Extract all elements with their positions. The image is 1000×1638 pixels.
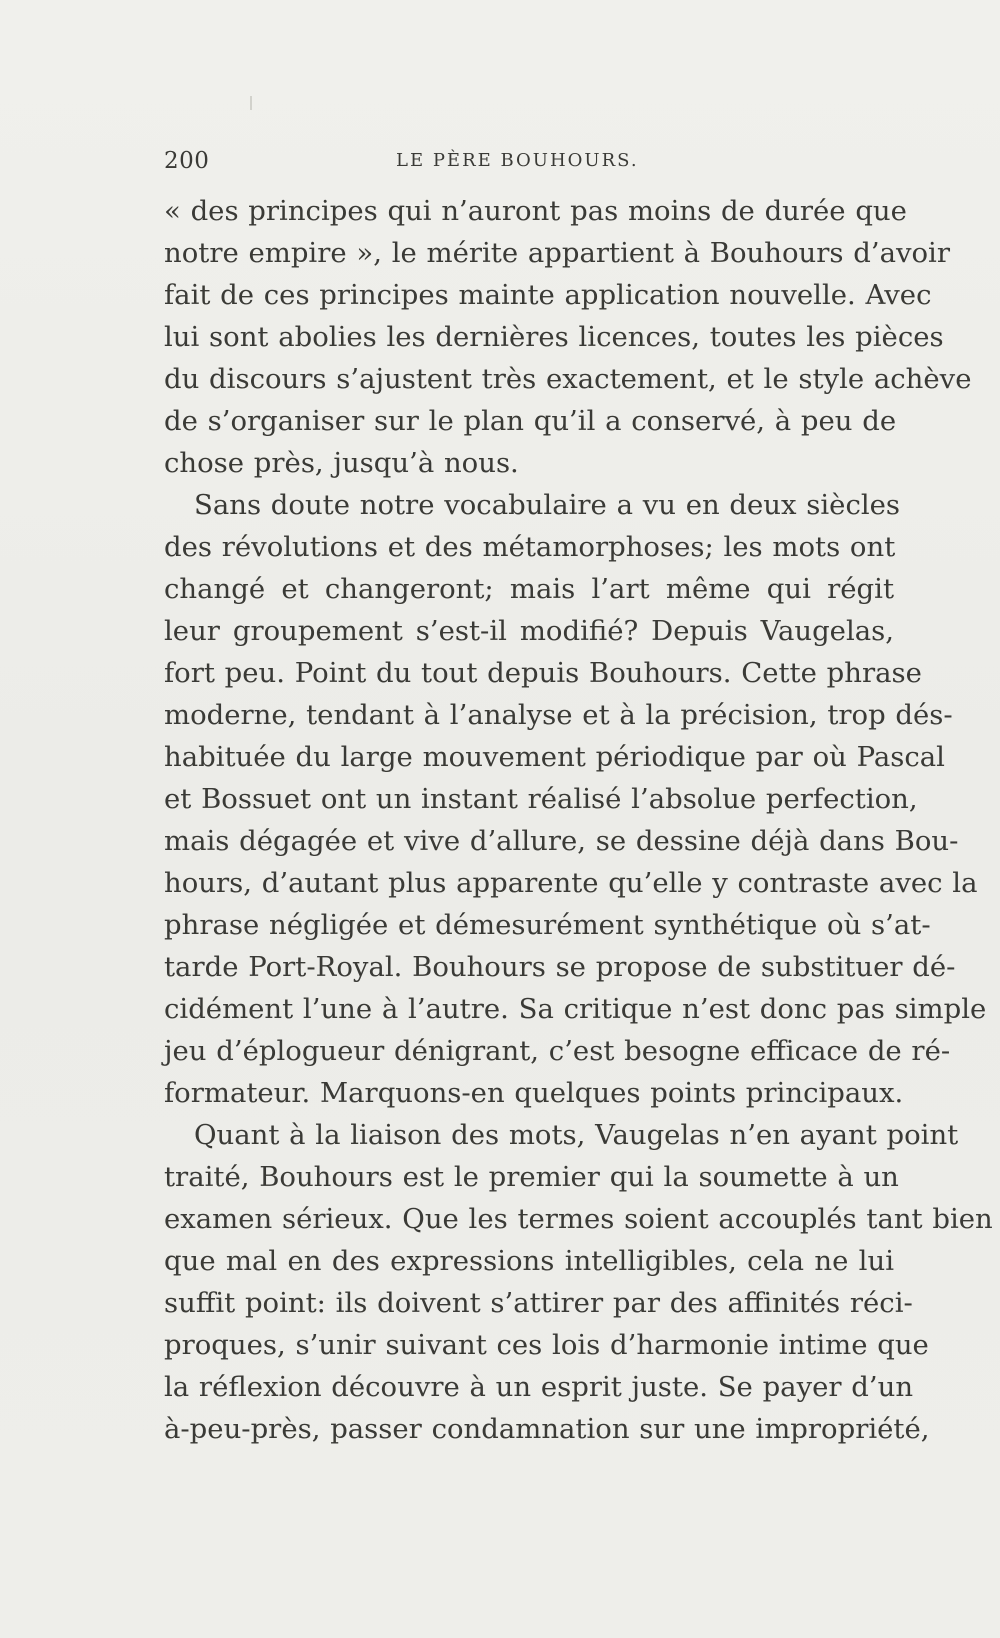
text-line: changé et changeront; mais l’art même qui régit: [164, 573, 894, 605]
text-line: Quant à la liaison des mots, Vaugelas n’en ayant point: [194, 1119, 959, 1151]
text-line: chose près, jusqu’à nous.: [164, 447, 519, 479]
text-line: fort peu. Point du tout depuis Bouhours. Cette phrase: [164, 657, 922, 689]
text-line: traité, Bouhours est le premier qui la soumette à un: [164, 1161, 899, 1193]
text-line: Sans doute notre vocabulaire a vu en deux siècles: [194, 489, 901, 521]
text-line: habituée du large mouvement périodique par où Pascal: [164, 741, 945, 773]
body-text: [164, 190, 993, 1450]
text-line: mais dégagée et vive d’allure, se dessine déjà dans Bou-: [164, 825, 959, 857]
page-header: [164, 148, 662, 182]
text-line: examen sérieux. Que les termes soient accouplés tant bien: [164, 1203, 993, 1235]
running-title: LE PÈRE BOUHOURS.: [396, 150, 639, 171]
text-line: que mal en des expressions intelligibles, cela ne lui: [164, 1245, 894, 1277]
text-line: proques, s’unir suivant ces lois d’harmonie intime que: [164, 1329, 929, 1361]
text-line: fait de ces principes mainte application nouvelle. Avec: [164, 279, 932, 311]
text-line: jeu d’éplogueur dénigrant, c’est besogne efficace de ré-: [164, 1035, 951, 1067]
text-line: « des principes qui n’auront pas moins de durée que: [164, 195, 907, 227]
text-line: cidément l’une à l’autre. Sa critique n’est donc pas simple: [164, 993, 987, 1025]
text-line: suffit point: ils doivent s’attirer par des affinités réci-: [164, 1287, 913, 1319]
text-line: et Bossuet ont un instant réalisé l’absolue perfection,: [164, 783, 918, 815]
text-line: phrase négligée et démesurément synthétique où s’at-: [164, 909, 931, 941]
text-line: leur groupement s’est-il modifié? Depuis Vaugelas,: [164, 615, 894, 647]
text-line: hours, d’autant plus apparente qu’elle y contraste avec la: [164, 867, 978, 899]
text-line: tarde Port-Royal. Bouhours se propose de substituer dé-: [164, 951, 956, 983]
text-line: des révolutions et des métamorphoses; les mots ont: [164, 531, 896, 563]
paper-speck: [250, 96, 252, 110]
text-line: formateur. Marquons-en quelques points principaux.: [164, 1077, 904, 1109]
text-line: lui sont abolies les dernières licences, toutes les pièces: [164, 321, 944, 353]
page-number: 200: [164, 148, 210, 174]
text-line: de s’organiser sur le plan qu’il a conservé, à peu de: [164, 405, 897, 437]
text-line: notre empire », le mérite appartient à Bouhours d’avoir: [164, 237, 951, 269]
text-line: du discours s’ajustent très exactement, et le style achève: [164, 363, 972, 395]
text-line: moderne, tendant à l’analyse et à la précision, trop dés-: [164, 699, 953, 731]
text-line: à-peu-près, passer condamnation sur une impropriété,: [164, 1413, 930, 1445]
text-line: la réflexion découvre à un esprit juste. Se payer d’un: [164, 1371, 914, 1403]
